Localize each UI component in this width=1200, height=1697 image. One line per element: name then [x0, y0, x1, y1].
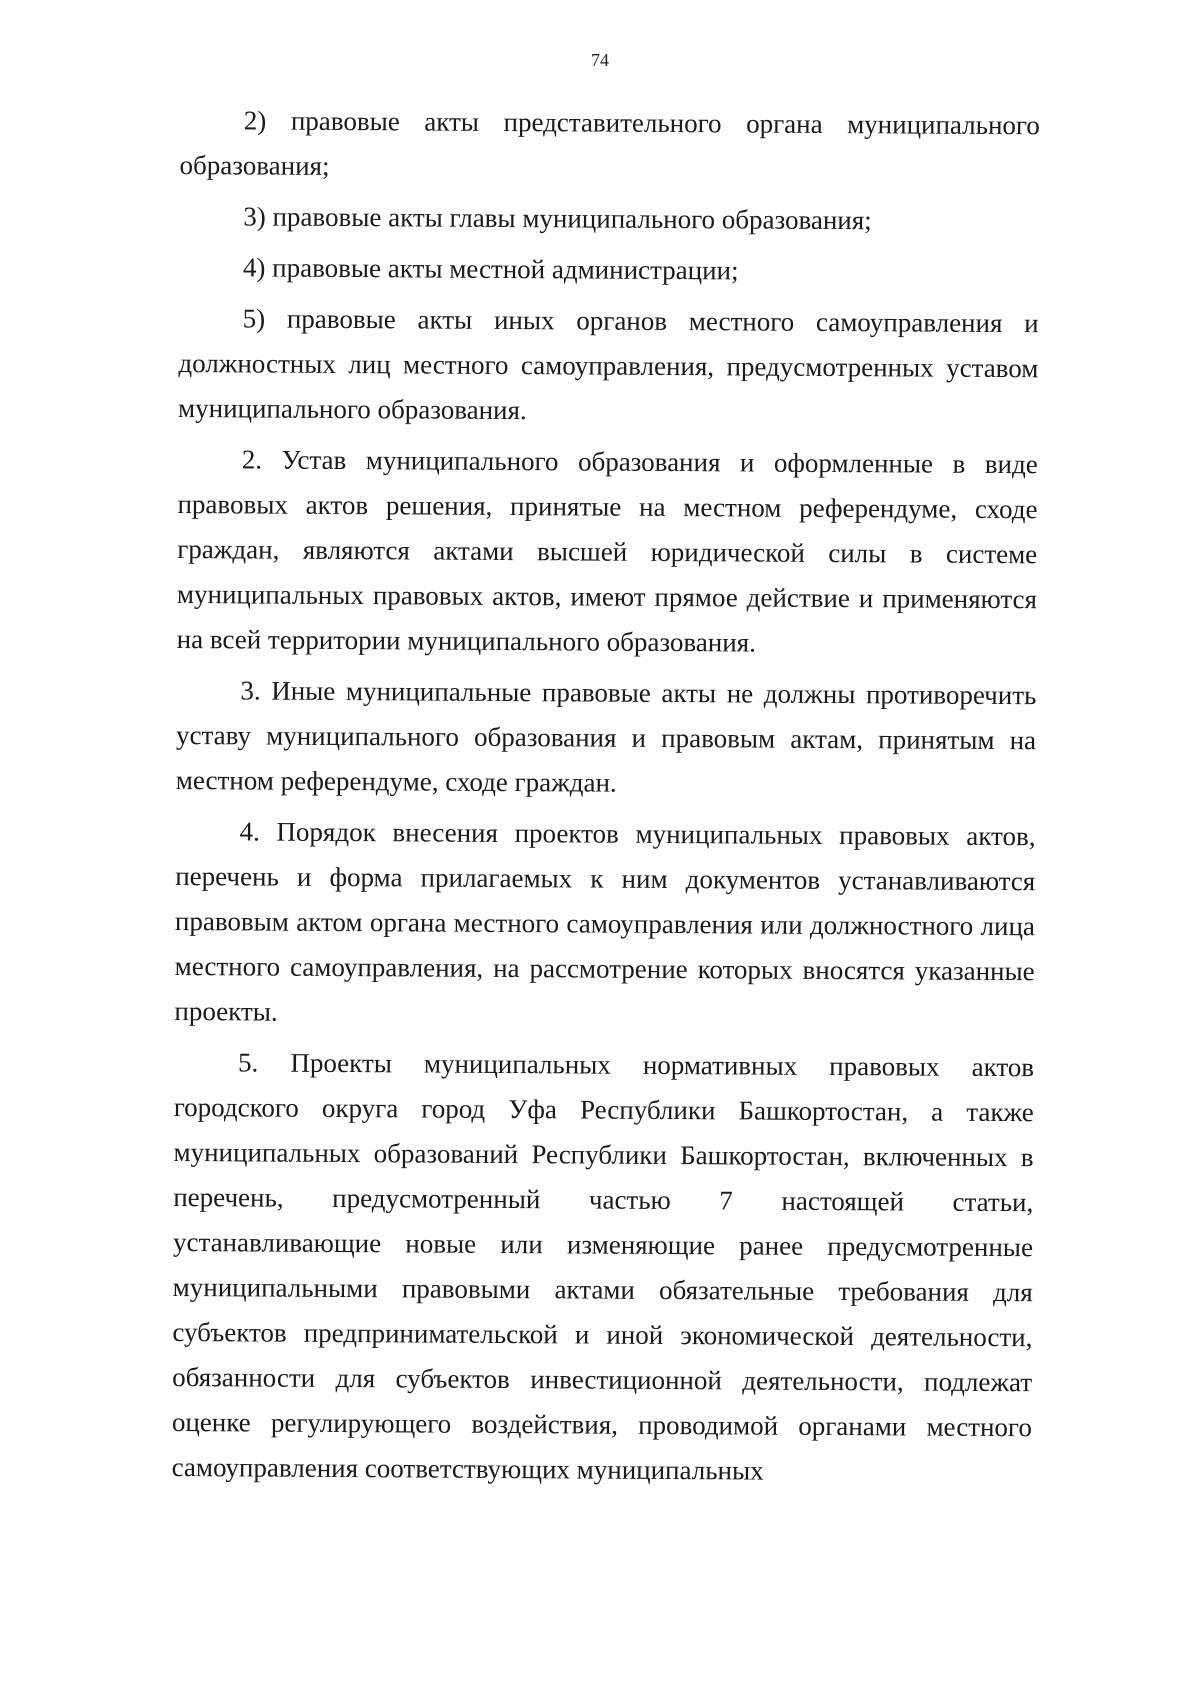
document-body	[171, 98, 1040, 1499]
clause-3: 3. Иные муниципальные правовые акты не должны противоречить уставу муниципального образования и правовым актам, принятым на местном референдуме, сходе граждан.	[175, 675, 1037, 798]
clause-4: 4. Порядок внесения проектов муниципальных правовых актов, перечень и форма прилагаемых к ним документов устанавливаются правовым актом органа местного самоуправления или должностного лица местного самоуправления, на рассмотрение которых вносятся указанные проекты.	[174, 816, 1036, 1027]
list-item-3: 3) правовые акты главы муниципального образования;	[243, 201, 872, 236]
list-item-4: 4) правовые акты местной администрации;	[242, 252, 739, 286]
list-item-2: 2) правовые акты представительного органа муниципального образования;	[179, 105, 1040, 181]
list-item-5: 5) правовые акты иных органов местного самоуправления и должностных лиц местного самоуправления, предусмотренных уставом муниципального образования.	[178, 303, 1039, 426]
page-number: 74	[591, 50, 609, 70]
clause-2: 2. Устав муниципального образования и оформленные в виде правовых актов решения, принятые на местном референдуме, сходе граждан, являются актами высшей юридической силы в системе муниципальных правовых актов, имеют прямое действие и применяются на всей территории муниципального образования.	[176, 444, 1038, 658]
clause-5: 5. Проекты муниципальных нормативных правовых актов городского округа город Уфа Республики Башкортостан, а также муниципальных образований Республики Башкортостан, включенных в перечень, предусмотренный частью 7 настоящей статьи, устанавливающие новые или изменяющие ранее предусмотренные муниципальными правовыми актами обязательные требования для субъектов предпринимательской и иной экономической деятельности, обязанности для субъектов инвестиционной деятельности, подлежат оценке регулирующего воздействия, проводимой органами местного самоуправления соответствующих муниципальных	[171, 1047, 1035, 1486]
